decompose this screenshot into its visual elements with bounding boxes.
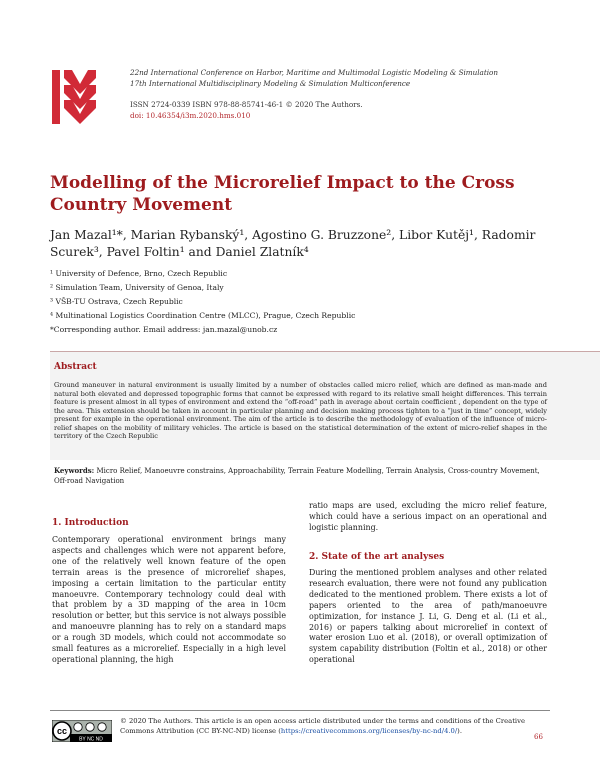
abstract-heading: Abstract xyxy=(54,362,97,372)
section-heading-introduction: 1. Introduction xyxy=(52,518,129,528)
conference-line-1: 22nd International Conference on Harbor, Maritime and Multimodal Logistic Modeling & Simulation xyxy=(130,68,498,77)
page-number: 66 xyxy=(534,733,543,741)
keywords xyxy=(54,466,547,486)
license-url-link[interactable]: https://creativecommons.org/licenses/by-nc-nd/4.0/ xyxy=(280,726,458,735)
i3m-logo-icon xyxy=(52,70,96,124)
abstract-text: Ground maneuver in natural environment is usually limited by a number of obstacles called micro relief, which are defined as man-made and natural both elevated and depressed topographic forms that cannot be expressed with regard to its relative small height differences. This terrain feature is present almost in all types of environment and extend the “off-road” path in average about certain coefficient , dependent on the type of the area. This extension should be taken in account in particular planning and decision making process tighten to a “just in time” concept, widely present for example in the operational environment. The aim of the article is to describe the methodology of evaluation of the influence of micro-relief shapes on the mobility of military vehicles. The article is based on the statistical determination of the extent of micro-relief shapes in the territory of the Czech Republic xyxy=(54,381,547,440)
affiliation-3: ³ VŠB-TU Ostrava, Czech Republic xyxy=(50,297,183,306)
author-line-1: Jan Mazal¹*, Marian Rybanský¹, Agostino G. Bruzzone², Libor Kutěj¹, Radomir xyxy=(50,228,536,242)
cc-license-badge-icon xyxy=(52,720,112,742)
affiliation-2: ² Simulation Team, University of Genoa, Italy xyxy=(50,283,224,292)
author-line-2: Scurek³, Pavel Foltin¹ and Daniel Zlatník⁴ xyxy=(50,244,309,259)
paper-title-line-1: Modelling of the Microrelief Impact to the Cross xyxy=(50,173,515,193)
affiliation-1: ¹ University of Defence, Brno, Czech Republic xyxy=(50,269,228,278)
state-of-the-art-text: During the mentioned problem analyses and other related research evaluation, there were not found any publication dedicated to the mentioned problem. There exists a lot of papers oriented to the area of path/manoeuvre optimization, for instance J. Li, G. Deng et al. (Li et al., 2016) or papers talking about microrelief in context of water erosion Luo et al. (2018), or overall optimization of system capability distribution (Foltin et al., 2018) or other operational xyxy=(309,568,547,665)
license-end: ). xyxy=(457,726,462,735)
keywords-label: Keywords: xyxy=(54,466,95,475)
license-text xyxy=(120,717,550,736)
paper-title-line-2: Country Movement xyxy=(50,195,233,215)
conference-line-2: 17th International Multidisciplinary Modeling & Simulation Multiconference xyxy=(130,78,411,88)
author-list xyxy=(50,227,570,260)
license-statement: © 2020 The Authors. This article is an open access article distributed under the terms and conditions of the Creative Commons Attribution (CC BY-NC-ND) license ( xyxy=(120,717,525,735)
doi-link[interactable]: doi: 10.46354/i3m.2020.hms.010 xyxy=(130,111,251,120)
cc-label: cc xyxy=(56,726,68,736)
conference-info xyxy=(130,68,570,89)
introduction-text: Contemporary operational environment brings many aspects and challenges which were not apparent before, one of the relatively well known feature of the open terrain areas is the presence of microrelief shapes, imposing a certain limitation to the particular entity manoeuvre. Contemporary technology could deal with that problem by a 3D mapping of the area in 10cm resolution or better, but this service is not always possible and manoeuvre planning has to rely on a standard maps or a rough 3D models, which could not accommodate so small features as a microrelief. Especially in a high level operational planning, the high xyxy=(52,535,286,664)
section-heading-state-of-the-art: 2. State of the art analyses xyxy=(309,552,445,562)
cc-badge-labels: BY NC ND xyxy=(79,736,103,742)
right-column-continuation: ratio maps are used, excluding the micro relief feature, which could have a serious impact on an operational and logistic planning. xyxy=(309,501,547,532)
keywords-list: Micro Relief, Manoeuvre constrains, Approachability, Terrain Feature Modelling, Terrain Analysis, Cross-country Movement, Off-road Navigation xyxy=(54,467,540,485)
issn-line: ISSN 2724-0339 ISBN 978-88-85741-46-1 © 2020 The Authors. xyxy=(130,100,363,109)
paper-title xyxy=(50,172,550,216)
corresponding-author: *Corresponding author. Email address: jan.mazal@unob.cz xyxy=(50,325,278,334)
affiliation-4: ⁴ Multinational Logistics Coordination Centre (MLCC), Prague, Czech Republic xyxy=(50,311,356,320)
footer-divider xyxy=(50,710,550,711)
